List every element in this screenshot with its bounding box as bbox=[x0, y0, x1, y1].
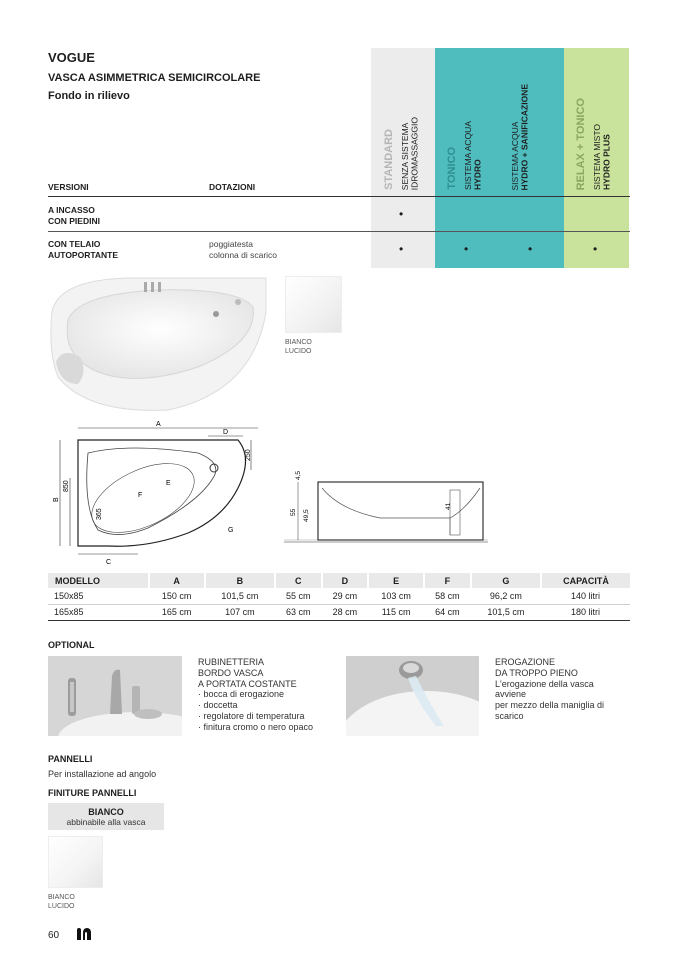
system-line2: HYDRO bbox=[472, 159, 483, 190]
technical-drawing-plan bbox=[48, 418, 263, 568]
panel-swatch-bianco bbox=[48, 836, 103, 888]
optional-filler-text: EROGAZIONE DA TROPPO PIENO L'erogazione della vasca avviene per mezzo della maniglia di scarico bbox=[495, 657, 605, 721]
bathtub-photo bbox=[48, 272, 270, 414]
availability-dot: • bbox=[593, 242, 598, 256]
system-line1: SISTEMA MISTO bbox=[592, 124, 602, 190]
finish-panel-title: BIANCO bbox=[88, 807, 124, 817]
system-line1: SISTEMA ACQUA bbox=[510, 121, 520, 190]
system-line1: SENZA SISTEMA bbox=[400, 122, 410, 190]
system-column-relax-tonico bbox=[564, 48, 629, 268]
col-header: C bbox=[275, 573, 322, 588]
dim-850: 850 bbox=[63, 480, 70, 492]
table-row: 150x85 150 cm 101,5 cm 55 cm 29 cm 103 cm 58 cm 96,2 cm 140 litri bbox=[48, 588, 630, 604]
faucet-photo bbox=[48, 656, 182, 736]
dim-label-a: A bbox=[156, 421, 161, 428]
table-row: 165x85 165 cm 107 cm 63 cm 28 cm 115 cm 64 cm 101,5 cm 180 litri bbox=[48, 604, 630, 620]
col-header: F bbox=[424, 573, 471, 588]
dim-41: 41 bbox=[445, 502, 452, 510]
availability-dot: • bbox=[464, 242, 469, 256]
system-column-standard bbox=[371, 48, 435, 268]
optional-faucet-text: RUBINETTERIA BORDO VASCA A PORTATA COSTANTE · bocca di erogazione · doccetta · regolatore di temperatura · finitura cromo o nero opaco bbox=[198, 657, 314, 732]
dim-label-f: F bbox=[138, 492, 143, 499]
product-name: VOGUE bbox=[48, 50, 95, 65]
system-column-tonico bbox=[435, 48, 499, 268]
pannelli-title: PANNELLI bbox=[48, 754, 93, 764]
dim-label-b: B bbox=[53, 497, 60, 502]
product-subtitle-2: Fondo in rilievo bbox=[48, 90, 130, 102]
dim-label-e: E bbox=[166, 480, 171, 487]
col-header: CAPACITÀ bbox=[541, 573, 630, 588]
col-header: B bbox=[205, 573, 275, 588]
versions-header: VERSIONI bbox=[48, 182, 89, 192]
finish-swatch-label: BIANCO LUCIDO bbox=[285, 339, 312, 355]
finiture-title: FINITURE PANNELLI bbox=[48, 788, 137, 798]
row-rule bbox=[48, 231, 630, 232]
dim-4-5: 4,5 bbox=[295, 470, 302, 480]
technical-drawing-elevation bbox=[280, 460, 490, 545]
dim-55: 55 bbox=[290, 508, 297, 516]
col-header: D bbox=[322, 573, 369, 588]
overflow-filler-photo bbox=[346, 656, 479, 736]
col-header: G bbox=[471, 573, 541, 588]
system-title: STANDARD bbox=[383, 129, 395, 190]
dim-label-g: G bbox=[228, 527, 234, 534]
availability-dot: • bbox=[528, 242, 533, 256]
version-name: CON TELAIO AUTOPORTANTE bbox=[48, 239, 119, 260]
system-line2: HYDRO + SANIFICAZIONE bbox=[519, 83, 530, 190]
page-number: 60 bbox=[48, 930, 60, 941]
header-rule bbox=[48, 196, 630, 197]
system-line2: IDROMASSAGGIO bbox=[409, 116, 420, 190]
col-header: E bbox=[368, 573, 424, 588]
availability-dot: • bbox=[399, 207, 404, 221]
dimensions-table bbox=[48, 573, 630, 621]
finish-panel-box bbox=[48, 803, 164, 830]
system-column-tonico-sanificazione bbox=[499, 48, 564, 268]
system-title: TONICO bbox=[446, 147, 458, 190]
equipment-header: DOTAZIONI bbox=[209, 182, 256, 192]
optional-title: OPTIONAL bbox=[48, 640, 95, 650]
dim-label-c: C bbox=[106, 559, 112, 566]
dim-250: 250 bbox=[245, 449, 252, 461]
finish-panel-text: abbinabile alla vasca bbox=[66, 817, 146, 827]
finish-swatch-bianco bbox=[285, 276, 342, 333]
col-header: MODELLO bbox=[48, 573, 149, 588]
table-header-row bbox=[48, 573, 630, 588]
version-name: A INCASSO CON PIEDINI bbox=[48, 205, 100, 226]
pannelli-text: Per installazione ad angolo bbox=[48, 769, 157, 779]
system-line2: HYDRO PLUS bbox=[601, 134, 612, 190]
system-title: RELAX + TONICO bbox=[575, 97, 587, 190]
system-line1: SISTEMA ACQUA bbox=[463, 121, 473, 190]
product-subtitle: VASCA ASIMMETRICA SEMICIRCOLARE bbox=[48, 72, 261, 84]
dim-49-5: 49,5 bbox=[303, 509, 310, 522]
version-equipment: poggiatesta colonna di scarico bbox=[209, 239, 278, 260]
brand-logo-icon bbox=[76, 927, 92, 941]
dim-365: 365 bbox=[96, 508, 103, 520]
availability-dot: • bbox=[399, 242, 404, 256]
dim-label-d: D bbox=[223, 429, 229, 436]
col-header: A bbox=[149, 573, 205, 588]
panel-swatch-label: BIANCO LUCIDO bbox=[48, 894, 75, 910]
